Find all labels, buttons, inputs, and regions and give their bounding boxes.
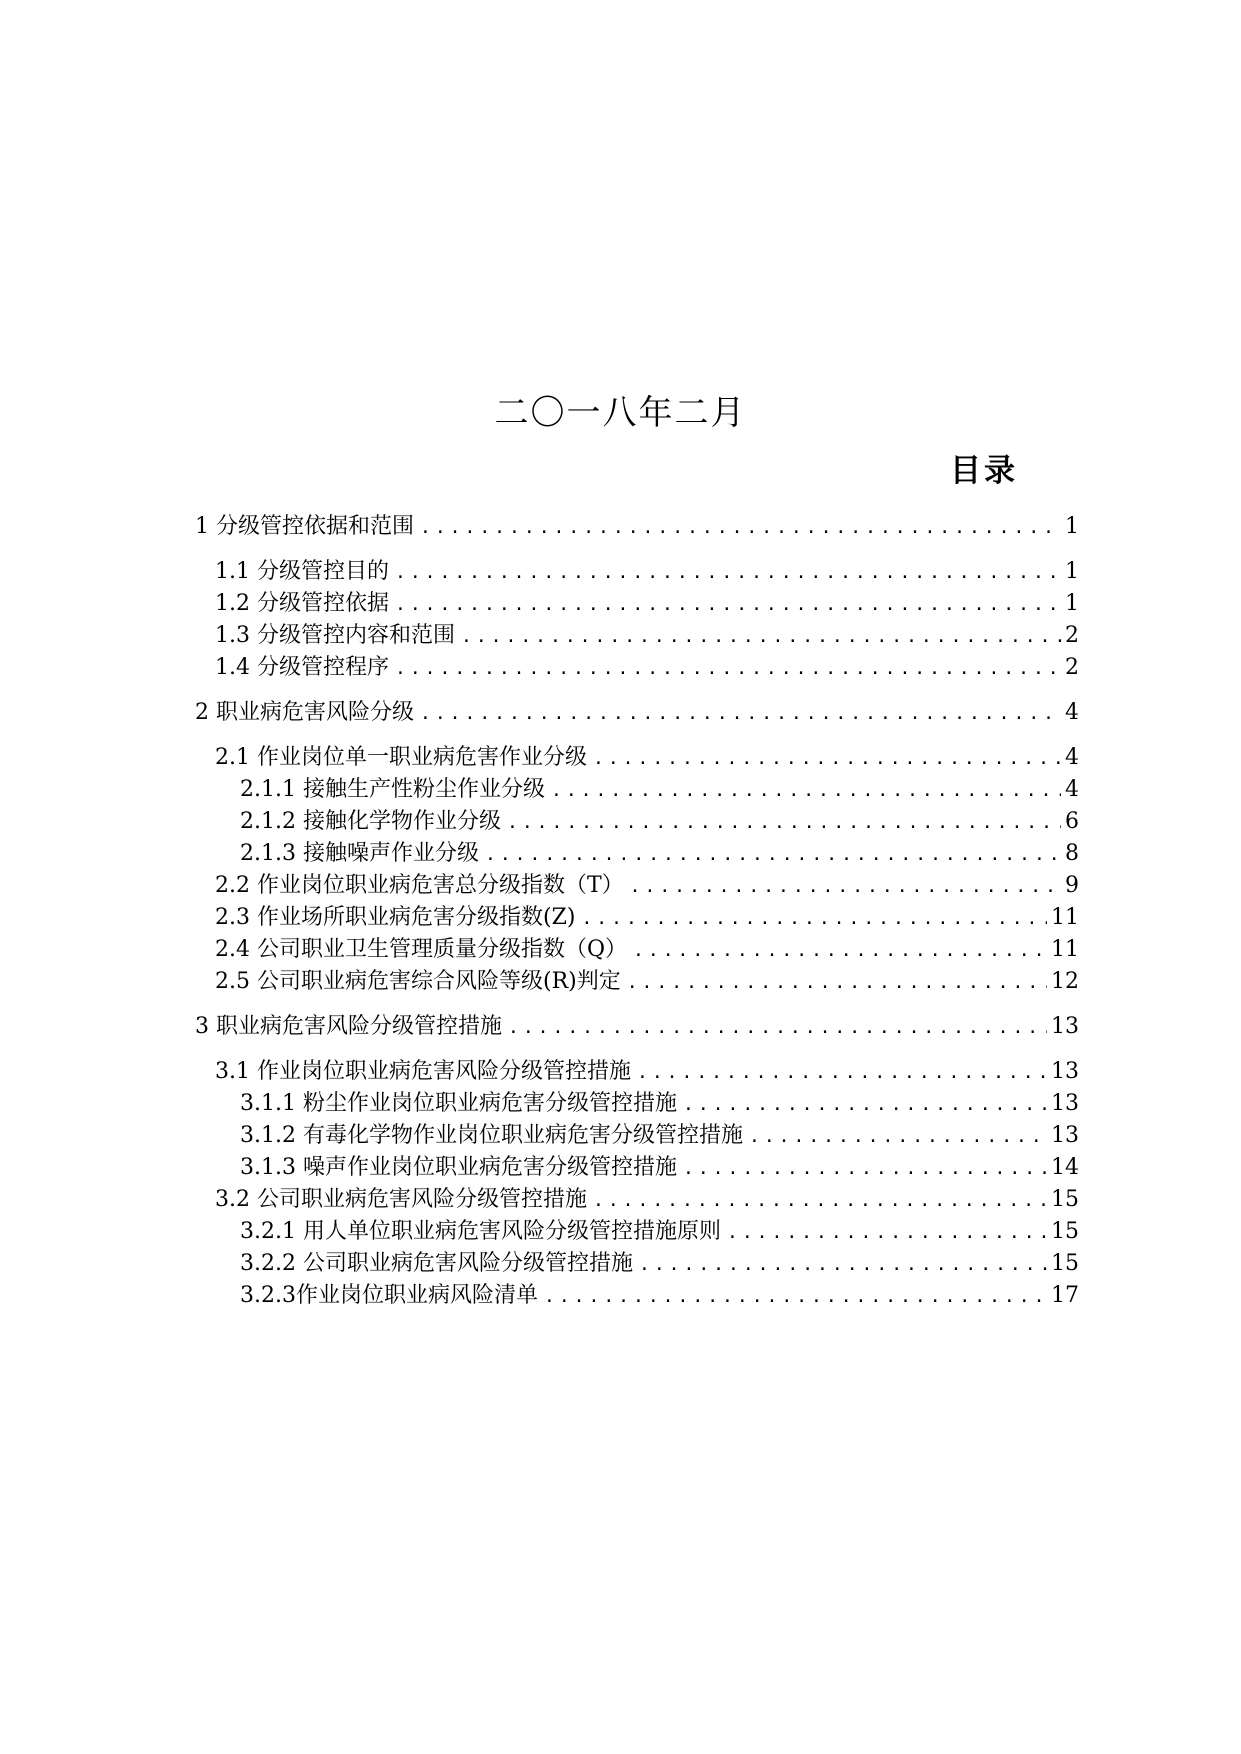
toc-entry-2-4[interactable] (215, 935, 1079, 965)
toc-entry-page: 13 (1051, 1014, 1079, 1039)
toc-entry-page: 1 (1065, 514, 1079, 539)
toc-leader-dots (593, 1186, 1047, 1216)
toc-entry-page: 13 (1051, 1059, 1079, 1084)
toc-entry-label: 2.1 作业岗位单一职业病危害作业分级 (215, 745, 587, 770)
toc-entry-3-2[interactable] (215, 1185, 1079, 1215)
toc-entry-page: 14 (1051, 1155, 1079, 1180)
toc-entry-label: 3.2.1 用人单位职业病危害风险分级管控措施原则 (240, 1219, 721, 1244)
toc-entry-label: 1.1 分级管控目的 (215, 559, 389, 584)
toc-leader-dots (637, 1058, 1047, 1088)
toc-entry-page: 6 (1065, 809, 1079, 834)
toc-entry-label: 1 分级管控依据和范围 (195, 514, 414, 539)
toc-entry-2-1-2[interactable] (240, 807, 1079, 837)
toc-entry-page: 15 (1051, 1187, 1079, 1212)
toc-entry-label: 3.1.1 粉尘作业岗位职业病危害分级管控措施 (240, 1091, 677, 1116)
toc-entry-3-1-1[interactable] (240, 1089, 1079, 1119)
toc-leader-dots (581, 904, 1047, 934)
toc-entry-page: 8 (1065, 841, 1079, 866)
toc-leader-dots (507, 808, 1061, 838)
toc-leader-dots (508, 1013, 1047, 1043)
toc-entry-3-1-2[interactable] (240, 1121, 1079, 1151)
toc-leader-dots (627, 968, 1047, 998)
toc-leader-dots (395, 654, 1061, 684)
toc-entry-page: 17 (1051, 1283, 1079, 1308)
toc-leader-dots (727, 1218, 1047, 1248)
toc-entry-label: 3.1 作业岗位职业病危害风险分级管控措施 (215, 1059, 631, 1084)
toc-entry-page: 1 (1065, 591, 1079, 616)
toc-entry-label: 3.2.2 公司职业病危害风险分级管控措施 (240, 1251, 633, 1276)
toc-entry-page: 4 (1065, 700, 1079, 725)
document-date: 二〇一八年二月 (494, 393, 747, 433)
toc-entry-page: 2 (1065, 623, 1079, 648)
toc-entry-label: 2.1.3 接触噪声作业分级 (240, 841, 479, 866)
toc-entry-page: 1 (1065, 559, 1079, 584)
toc-entry-3-1-3[interactable] (240, 1153, 1079, 1183)
toc-entry-page: 15 (1051, 1219, 1079, 1244)
toc-entry-label: 2.1.2 接触化学物作业分级 (240, 809, 501, 834)
toc-entry-label: 2.3 作业场所职业病危害分级指数(Z) (215, 905, 576, 930)
toc-entry-label: 3.1.3 噪声作业岗位职业病危害分级管控措施 (240, 1155, 677, 1180)
toc-entry-2[interactable] (195, 698, 1079, 728)
toc-entry-2-3[interactable] (215, 903, 1079, 933)
toc-leader-dots (633, 936, 1047, 966)
toc-leader-dots (461, 622, 1061, 652)
toc-entry-1-3[interactable] (215, 621, 1079, 651)
toc-entry-1-1[interactable] (215, 557, 1079, 587)
toc-leader-dots (420, 513, 1061, 543)
toc-entry-page: 2 (1065, 655, 1079, 680)
toc-entry-page: 13 (1051, 1091, 1079, 1116)
toc-entry-3[interactable] (195, 1012, 1079, 1042)
toc-entry-label: 2.4 公司职业卫生管理质量分级指数（Q） (215, 937, 628, 962)
toc-entry-2-1-1[interactable] (240, 775, 1079, 805)
toc-entry-label: 3.1.2 有毒化学物作业岗位职业病危害分级管控措施 (240, 1123, 743, 1148)
toc-leader-dots (485, 840, 1061, 870)
toc-leader-dots (683, 1090, 1047, 1120)
toc-entry-page: 15 (1051, 1251, 1079, 1276)
toc-entry-label: 2.5 公司职业病危害综合风险等级(R)判定 (215, 969, 621, 994)
toc-entry-2-1[interactable] (215, 743, 1079, 773)
toc-leader-dots (683, 1154, 1047, 1184)
toc-entry-1-2[interactable] (215, 589, 1079, 619)
toc-entry-2-2[interactable] (215, 871, 1079, 901)
toc-leader-dots (544, 1282, 1047, 1312)
toc-entry-page: 11 (1051, 937, 1079, 962)
toc-entry-2-1-3[interactable] (240, 839, 1079, 869)
toc-entry-page: 4 (1065, 745, 1079, 770)
toc-entry-page: 12 (1051, 969, 1079, 994)
toc-leader-dots (551, 776, 1061, 806)
toc-heading: 目录 (950, 453, 1018, 489)
toc-entry-page: 9 (1065, 873, 1079, 898)
toc-entry-label: 1.2 分级管控依据 (215, 591, 389, 616)
toc-entry-label: 3.2 公司职业病危害风险分级管控措施 (215, 1187, 587, 1212)
toc-entry-label: 3 职业病危害风险分级管控措施 (195, 1014, 502, 1039)
toc-entry-page: 4 (1065, 777, 1079, 802)
toc-entry-label: 2.2 作业岗位职业病危害总分级指数（T） (215, 873, 624, 898)
toc-entry-3-2-1[interactable] (240, 1217, 1079, 1247)
toc-leader-dots (639, 1250, 1047, 1280)
toc-entry-label: 2 职业病危害风险分级 (195, 700, 414, 725)
toc-entry-page: 11 (1051, 905, 1079, 930)
toc-entry-label: 1.3 分级管控内容和范围 (215, 623, 455, 648)
toc-leader-dots (395, 558, 1061, 588)
toc-entry-3-1[interactable] (215, 1057, 1079, 1087)
toc-entry-1-4[interactable] (215, 653, 1079, 683)
toc-leader-dots (420, 699, 1061, 729)
toc-entry-label: 1.4 分级管控程序 (215, 655, 389, 680)
toc-entry-3-2-3[interactable] (240, 1281, 1079, 1311)
toc-entry-page: 13 (1051, 1123, 1079, 1148)
toc-entry-3-2-2[interactable] (240, 1249, 1079, 1279)
toc-entry-1[interactable] (195, 512, 1079, 542)
toc-entry-2-5[interactable] (215, 967, 1079, 997)
toc-leader-dots (395, 590, 1061, 620)
toc-leader-dots (630, 872, 1061, 902)
toc-leader-dots (593, 744, 1061, 774)
toc-entry-label: 3.2.3作业岗位职业病风险清单 (240, 1283, 538, 1308)
toc-entry-label: 2.1.1 接触生产性粉尘作业分级 (240, 777, 545, 802)
toc-leader-dots (749, 1122, 1047, 1152)
